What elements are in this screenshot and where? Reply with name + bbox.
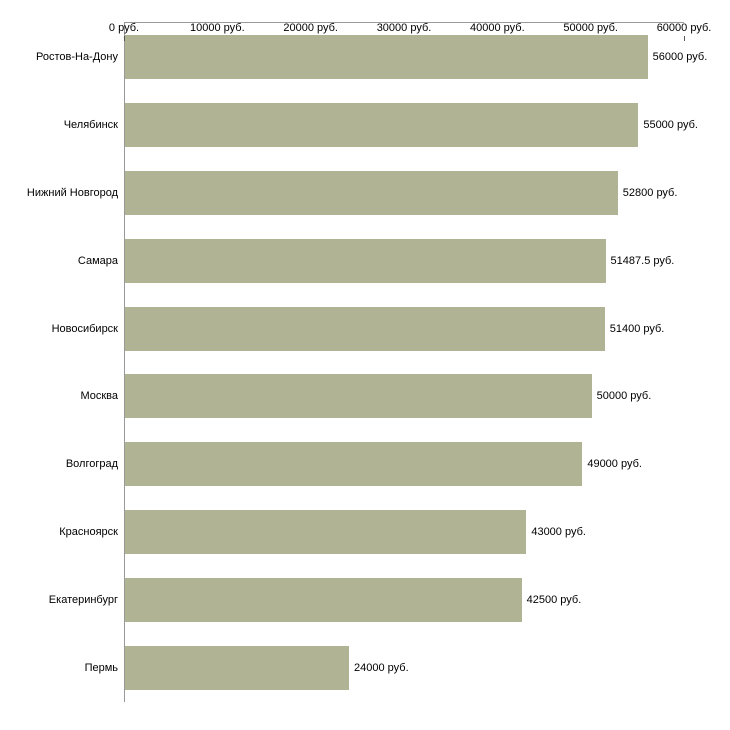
bar[interactable] xyxy=(125,239,606,283)
bar-row xyxy=(0,430,730,498)
bar-value-label: 50000 руб. xyxy=(596,390,652,403)
x-tick-label: 40000 руб. xyxy=(470,22,525,34)
category-label: Красноярск xyxy=(59,526,118,539)
bar-value-label: 51487.5 руб. xyxy=(610,254,675,267)
bar[interactable] xyxy=(125,171,618,215)
bar-value-label: 56000 руб. xyxy=(652,50,708,63)
bar[interactable] xyxy=(125,578,522,622)
bar[interactable] xyxy=(125,442,582,486)
bar-value-label: 42500 руб. xyxy=(526,594,582,607)
x-tick-label: 20000 руб. xyxy=(283,22,338,34)
x-tick-label: 50000 руб. xyxy=(563,22,618,34)
bar[interactable] xyxy=(125,374,592,418)
bar-row xyxy=(0,363,730,431)
x-tick-label: 10000 руб. xyxy=(190,22,245,34)
x-tick-label: 30000 руб. xyxy=(376,22,432,34)
bar[interactable] xyxy=(125,510,526,554)
bar[interactable] xyxy=(125,307,605,351)
x-tick-label: 60000 руб. xyxy=(656,22,712,34)
category-label: Нижний Новгород xyxy=(26,186,118,199)
bar-row xyxy=(0,634,730,702)
category-label: Пермь xyxy=(84,662,118,675)
bar-rows xyxy=(0,23,730,702)
bar-row xyxy=(0,566,730,634)
bar-row xyxy=(0,498,730,566)
x-tick-label: 0 руб. xyxy=(108,22,140,34)
bar-value-label: 55000 руб. xyxy=(643,118,698,131)
bar-value-label: 49000 руб. xyxy=(587,458,642,471)
bar-value-label: 43000 руб. xyxy=(531,526,586,539)
category-label: Волгоград xyxy=(65,458,118,471)
bar[interactable] xyxy=(125,103,638,147)
bar-value-label: 51400 руб. xyxy=(609,322,665,335)
bar-row xyxy=(0,23,730,91)
category-label: Москва xyxy=(80,390,118,403)
category-label: Екатеринбург xyxy=(48,594,118,607)
bar-row xyxy=(0,91,730,159)
category-label: Челябинск xyxy=(63,118,118,131)
category-label: Самара xyxy=(77,254,118,267)
bar-value-label: 52800 руб. xyxy=(622,186,678,199)
bar[interactable] xyxy=(125,646,349,690)
category-label: Ростов-На-Дону xyxy=(35,50,118,63)
bar[interactable] xyxy=(125,35,648,79)
bar-row xyxy=(0,227,730,295)
category-label: Новосибирск xyxy=(51,322,118,335)
bar-value-label: 24000 руб. xyxy=(354,662,409,675)
bar-row xyxy=(0,159,730,227)
bar-row xyxy=(0,295,730,363)
